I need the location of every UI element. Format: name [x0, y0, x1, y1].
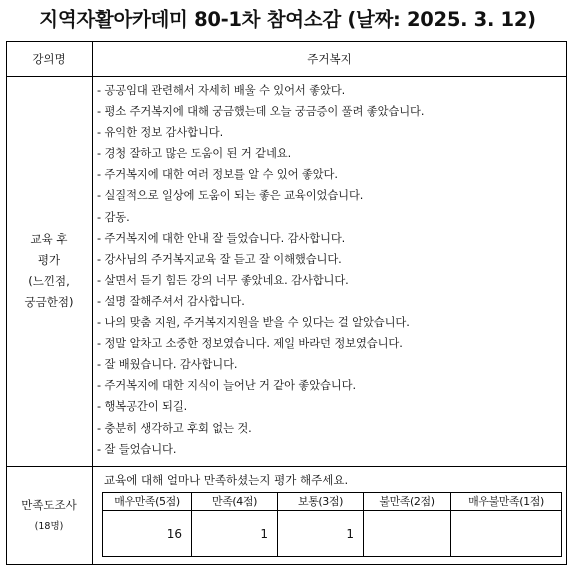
header-lecture-name: 강의명 — [32, 52, 66, 66]
comment-item: - 평소 주거복지에 대해 궁금했는데 오늘 궁금증이 풀려 좋았습니다. — [97, 105, 425, 119]
rating-table — [102, 492, 562, 557]
comment-item: - 충분히 생각하고 후회 없는 것. — [97, 421, 252, 435]
feedback-label — [6, 229, 92, 313]
rating-header: 만족(4점) — [211, 495, 258, 508]
survey-instruction: 교육에 대해 얼마나 만족하셨는지 평가 해주세요. — [104, 473, 349, 487]
comment-item: - 행복공간이 되길. — [97, 400, 188, 414]
comment-item: - 나의 맞춤 지원, 주거복지지원을 받을 수 있다는 걸 알았습니다. — [97, 316, 410, 330]
rating-column-dissatisfied — [364, 493, 451, 556]
comment-item: - 정말 알차고 소중한 정보였습니다. 제일 바라던 정보였습니다. — [97, 337, 403, 351]
comment-item: - 설명 잘해주셔서 감사합니다. — [97, 294, 245, 308]
rating-value: 1 — [346, 527, 354, 541]
feedback-label-line: 궁금한점) — [24, 295, 74, 309]
comment-item: - 잘 들었습니다. — [97, 442, 177, 456]
header-lecture-title: 주거복지 — [307, 52, 352, 66]
rating-column-very-dissatisfied — [451, 493, 561, 556]
comment-item: - 주거복지에 대한 안내 잘 들었습니다. 감사합니다. — [97, 231, 346, 245]
comment-item: - 유익한 정보 감사합니다. — [97, 126, 224, 140]
comment-item: - 실질적으로 일상에 도움이 되는 좋은 교육이었습니다. — [97, 189, 364, 203]
rating-value: 1 — [260, 527, 268, 541]
comment-item: - 감동. — [97, 210, 130, 224]
feedback-label-line: 평가 — [37, 253, 61, 267]
rating-header: 불만족(2점) — [379, 495, 435, 508]
comment-item: - 경청 잘하고 많은 도움이 된 거 같네요. — [97, 147, 292, 161]
section-divider — [6, 466, 567, 467]
survey-respondent-count: (18명) — [34, 521, 64, 532]
rating-header-divider — [103, 510, 561, 511]
survey-label-text: 만족도조사 — [21, 498, 77, 512]
comment-item: - 주거복지에 대한 지식이 늘어난 거 같아 좋았습니다. — [97, 379, 356, 393]
column-divider — [92, 41, 93, 565]
feedback-comments — [97, 80, 565, 460]
comment-item: - 강사님의 주거복지교육 잘 듣고 잘 이해했습니다. — [97, 252, 342, 266]
rating-column-very-satisfied — [103, 493, 192, 556]
rating-header: 매우만족(5점) — [114, 495, 180, 508]
rating-value: 16 — [166, 527, 182, 541]
survey-label — [6, 495, 92, 537]
header-divider — [6, 76, 567, 77]
rating-column-neutral — [278, 493, 364, 556]
page-title: 지역자활아카데미 80-1차 참여소감 (날짜: 2025. 3. 12) — [39, 8, 536, 31]
feedback-label-line: 교육 후 — [30, 232, 68, 246]
feedback-label-line: (느낀점, — [28, 274, 70, 288]
comment-item: - 주거복지에 대한 여러 정보를 알 수 있어 좋았다. — [97, 168, 338, 182]
rating-header: 매우불만족(1점) — [468, 495, 544, 508]
rating-header: 보통(3점) — [297, 495, 344, 508]
comment-item: - 잘 배웠습니다. 감사합니다. — [97, 358, 238, 372]
comment-item: - 공공임대 관련해서 자세히 배울 수 있어서 좋았다. — [97, 84, 346, 97]
rating-column-satisfied — [192, 493, 278, 556]
comment-item: - 살면서 듣기 힘든 강의 너무 좋았네요. 감사합니다. — [97, 273, 349, 287]
